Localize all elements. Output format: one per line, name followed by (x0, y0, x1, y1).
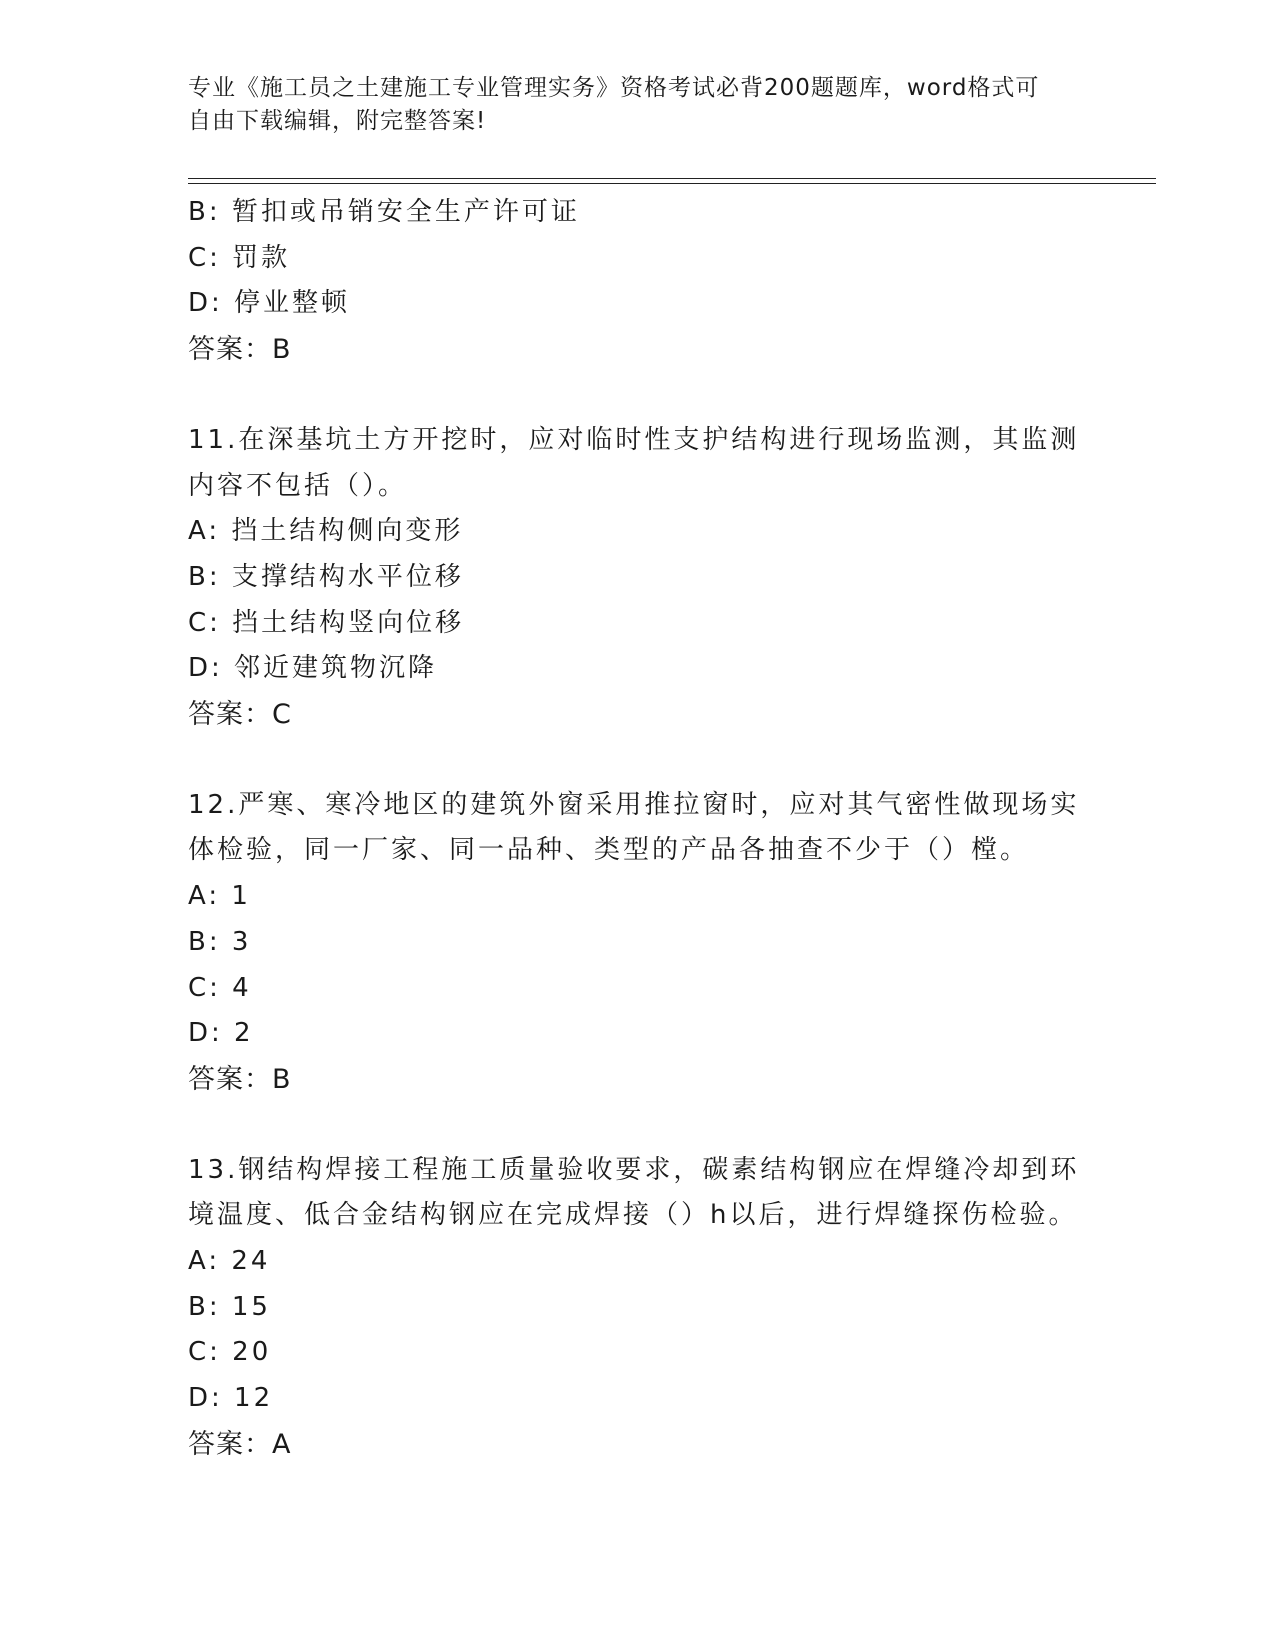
option-a: A: 挡土结构侧向变形 (188, 516, 464, 547)
question-stem-line-1: 13.钢结构焊接工程施工质量验收要求，碳素结构钢应在焊缝冷却到环 (188, 1154, 1080, 1185)
question-stem-line-2: 内容不包括（）。 (188, 470, 408, 501)
question-stem-line-1: 12.严寒、寒冷地区的建筑外窗采用推拉窗时，应对其气密性做现场实 (188, 789, 1080, 820)
question-10 (188, 190, 1088, 373)
header-title-line-1: 专业《施工员之土建施工专业管理实务》资格考试必背200题题库，word格式可 (188, 75, 1040, 101)
question-list (188, 190, 1088, 1468)
question-11 (188, 418, 1088, 738)
option-a: A: 1 (188, 881, 251, 912)
question-12 (188, 783, 1088, 1103)
spacer (188, 1103, 1088, 1148)
question-stem-line-1: 11.在深基坑土方开挖时，应对临时性支护结构进行现场监测，其监测 (188, 424, 1080, 455)
spacer (188, 738, 1088, 783)
answer-label: 答案：A (188, 1428, 292, 1460)
answer-label: 答案：B (188, 1063, 292, 1095)
answer-label: 答案：B (188, 334, 292, 366)
option-c: C: 罚款 (188, 242, 291, 273)
question-stem-line-2: 体检验，同一厂家、同一品种、类型的产品各抽查不少于（）樘。 (188, 835, 1030, 866)
option-d: D: 12 (188, 1383, 274, 1414)
option-b: B: 3 (188, 926, 252, 957)
header-divider-bottom (188, 183, 1156, 184)
spacer (188, 373, 1088, 418)
option-b: B: 支撑结构水平位移 (188, 561, 464, 592)
header-title-line-2: 自由下载编辑，附完整答案! (188, 108, 487, 134)
option-a: A: 24 (188, 1246, 271, 1277)
document-header (188, 72, 1068, 138)
option-d: D: 2 (188, 1018, 254, 1049)
header-divider-top (188, 178, 1156, 179)
option-b: B: 15 (188, 1291, 271, 1322)
option-b: B: 暂扣或吊销安全生产许可证 (188, 197, 580, 227)
answer-label: 答案：C (188, 699, 292, 731)
option-c: C: 4 (188, 972, 252, 1003)
option-c: C: 挡土结构竖向位移 (188, 607, 465, 638)
question-13 (188, 1148, 1088, 1468)
option-d: D: 邻近建筑物沉降 (188, 653, 438, 684)
question-stem-line-2: 境温度、低合金结构钢应在完成焊接（）h以后，进行焊缝探伤检验。 (188, 1200, 1078, 1231)
option-d: D: 停业整顿 (188, 288, 351, 319)
option-c: C: 20 (188, 1337, 272, 1368)
